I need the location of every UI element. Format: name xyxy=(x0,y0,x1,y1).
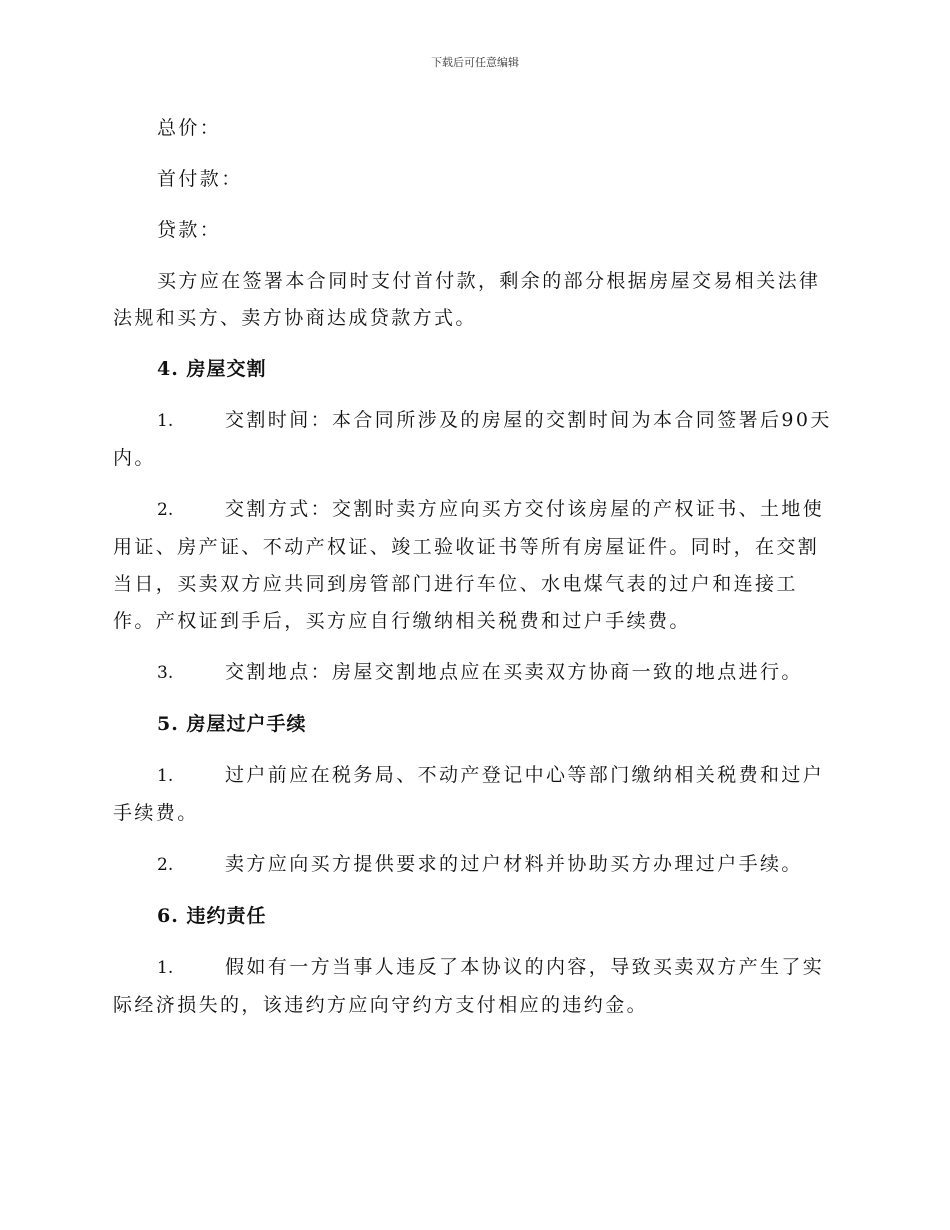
list-number: 1. xyxy=(157,766,174,786)
list-item xyxy=(113,654,835,692)
document-body xyxy=(113,110,835,1038)
list-item xyxy=(113,491,835,640)
list-text: 假如有一方当事人违反了本协议的内容，导致买卖双方产生了实际经济损失的，该违约方应向守约方支付相应的违约金。 xyxy=(113,956,825,1016)
section-heading-delivery: 4. 房屋交割 xyxy=(157,358,267,380)
list-text: 交割地点：房屋交割地点应在买卖双方协商一致的地点进行。 xyxy=(225,661,803,683)
list-item xyxy=(113,846,835,884)
field-total-price: 总价： xyxy=(157,117,222,139)
list-item xyxy=(113,949,835,1024)
page-header: 下载后可任意编辑 xyxy=(431,56,519,69)
list-item xyxy=(113,402,835,477)
list-text: 交割方式：交割时卖方应向买方交付该房屋的产权证书、土地使用证、房产证、不动产权证、竣工验收证书等所有房屋证件。同时，在交割当日，买卖双方应共同到房管部门进行车位、水电煤气表的过户和连接工作。产权证到手后，买方应自行缴纳相关税费和过户手续费。 xyxy=(113,498,825,632)
field-down-payment: 首付款： xyxy=(157,168,243,190)
list-text: 卖方应向买方提供要求的过户材料并协助买方办理过户手续。 xyxy=(225,853,803,875)
list-number: 2. xyxy=(157,500,174,520)
list-text: 过户前应在税务局、不动产登记中心等部门缴纳相关税费和过户手续费。 xyxy=(113,764,825,824)
section-heading-liability: 6. 违约责任 xyxy=(157,905,267,927)
list-number: 1. xyxy=(157,411,174,431)
payment-paragraph: 买方应在签署本合同时支付首付款，剩余的部分根据房屋交易相关法律法规和买方、卖方协商达成贷款方式。 xyxy=(113,270,821,329)
list-text: 交割时间：本合同所涉及的房屋的交割时间为本合同签署后90天内。 xyxy=(113,409,832,469)
list-number: 3. xyxy=(157,663,174,683)
list-item xyxy=(113,757,835,832)
section-heading-transfer: 5. 房屋过户手续 xyxy=(157,713,307,735)
list-number: 1. xyxy=(157,958,174,978)
list-number: 2. xyxy=(157,855,174,875)
field-loan: 贷款： xyxy=(157,219,222,241)
